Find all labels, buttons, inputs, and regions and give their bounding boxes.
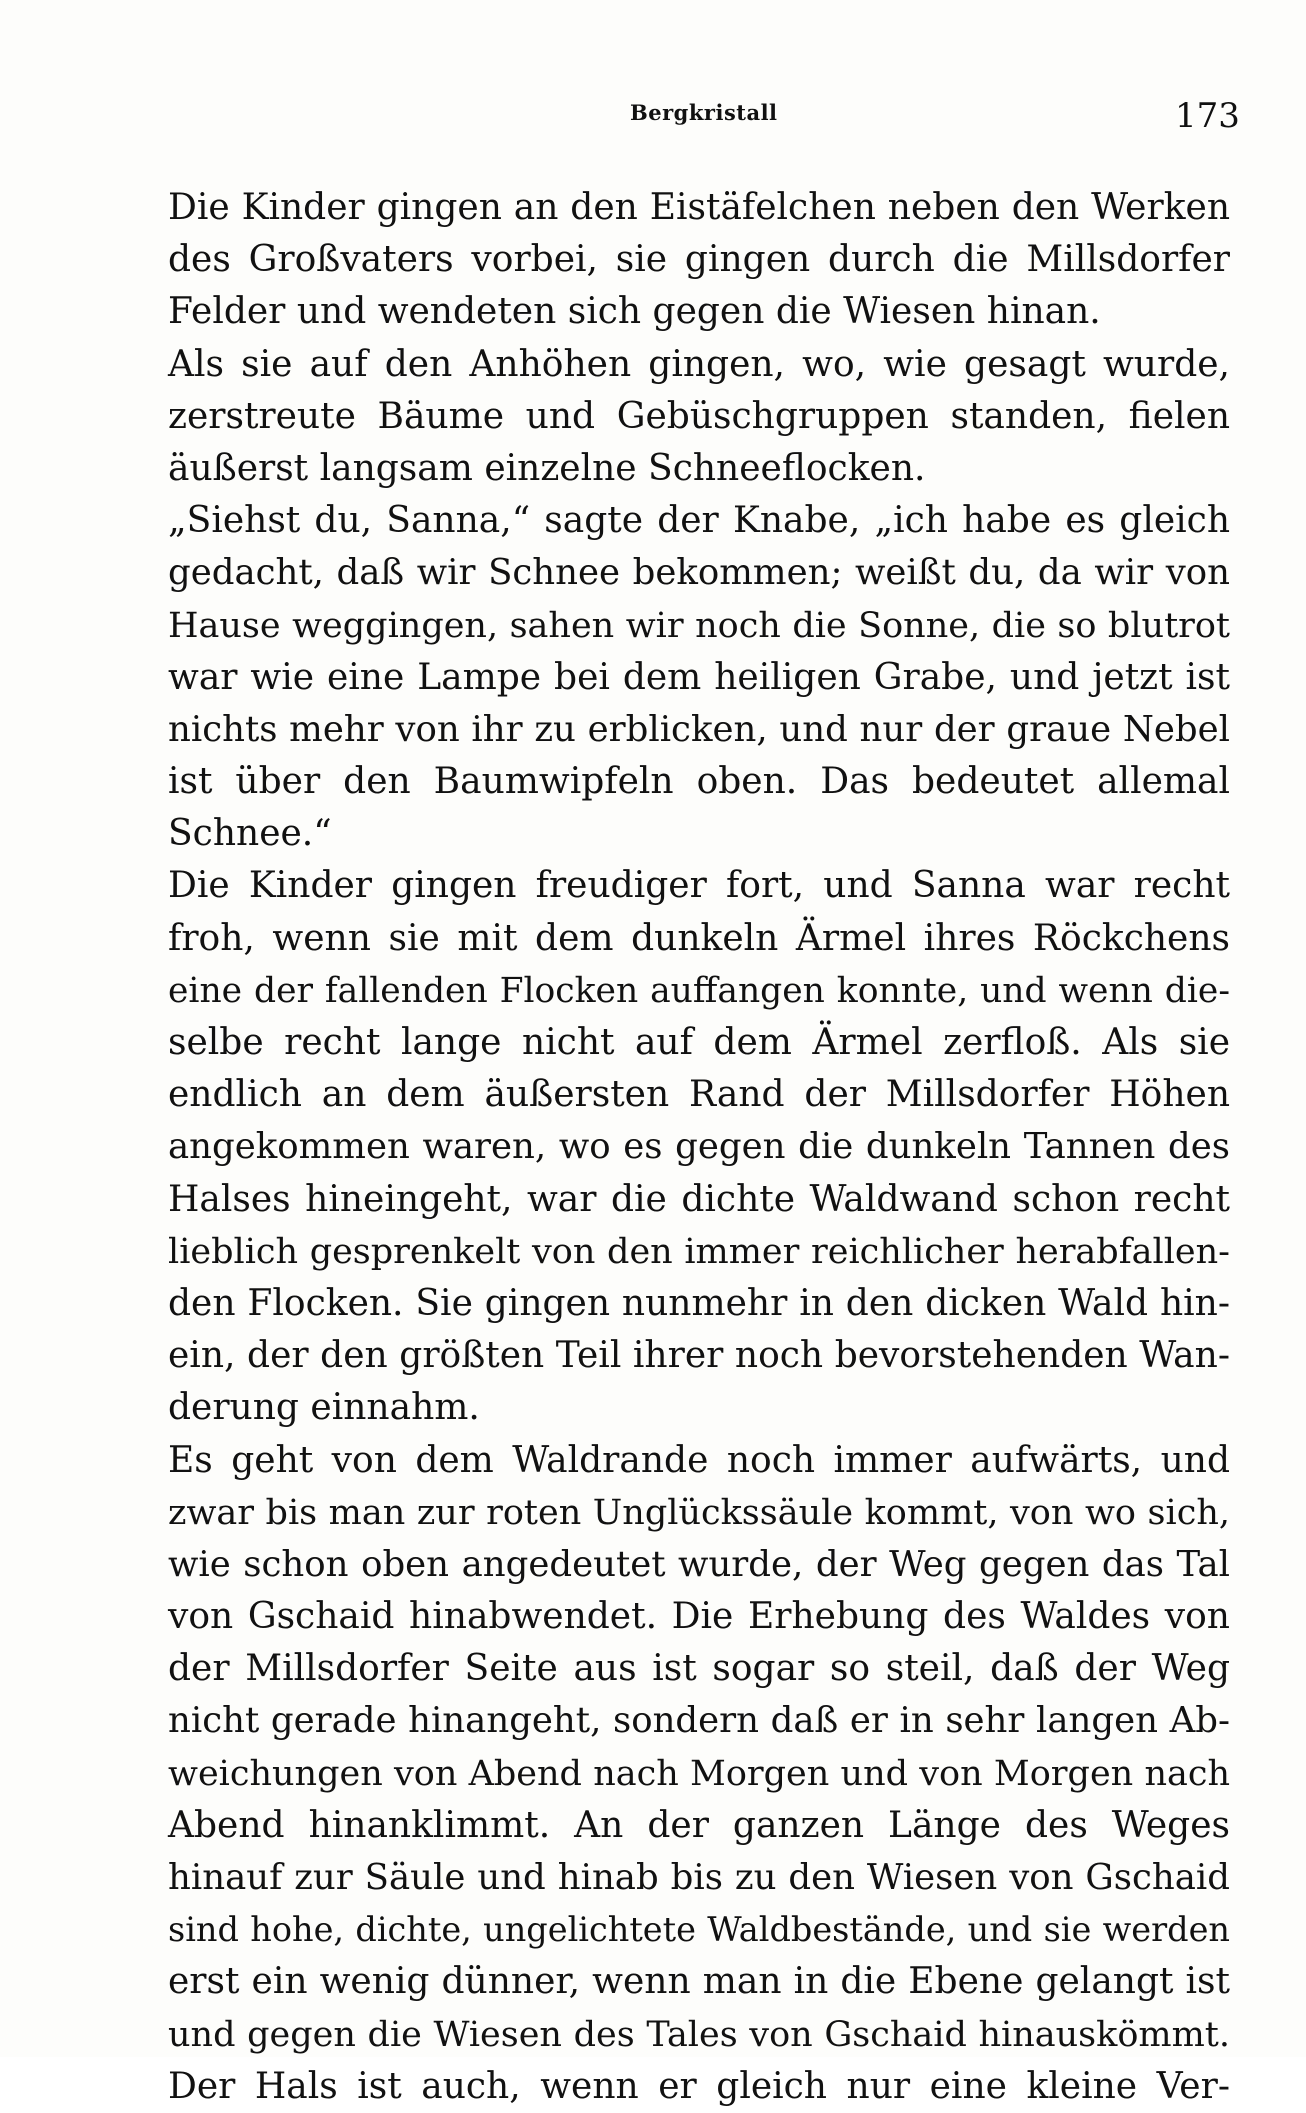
text-line: wie schon oben angedeutet wurde, der Weg gegen das Tal — [168, 1543, 1230, 1585]
text-line: der Millsdorfer Seite aus ist sogar so steil, daß der Weg — [168, 1648, 1230, 1690]
text-line: lieblich gesprenkelt von den immer reichlicher herabfallen- — [168, 1231, 1230, 1272]
text-line: eine der fallenden Flocken auffangen konnte, und wenn die- — [168, 970, 1230, 1011]
text-line: zwar bis man zur roten Unglückssäule kommt, von wo sich, — [168, 1492, 1230, 1533]
text-line: nichts mehr von ihr zu erblicken, und nur der graue Nebel — [168, 708, 1230, 750]
text-line: hinauf zur Säule und hinab bis zu den Wiesen von Gschaid — [168, 1857, 1230, 1898]
text-line: Die Kinder gingen an den Eistäfelchen neben den Werken — [168, 187, 1230, 228]
text-line: des Großvaters vorbei, sie gingen durch die Millsdorfer — [168, 239, 1230, 281]
text-line: sind hohe, dichte, ungelichtete Waldbestände, und sie werden — [168, 1910, 1230, 1950]
text-line: Die Kinder gingen freudiger fort, und Sanna war recht — [168, 865, 1230, 907]
text-line: Halses hineingeht, war die dichte Waldwand schon recht — [168, 1178, 1230, 1220]
text-line: nicht gerade hinangeht, sondern daß er in sehr langen Ab- — [168, 1700, 1230, 1742]
text-line: „Siehst du, Sanna,“ sagte der Knabe, „ich habe es gleich — [168, 500, 1230, 542]
text-line: erst ein wenig dünner, wenn man in die Ebene gelangt ist — [168, 1961, 1230, 2003]
text-line: angekommen waren, wo es gegen die dunkeln Tannen des — [168, 1126, 1230, 1168]
page-number: 173 — [1175, 96, 1240, 136]
running-head — [0, 96, 1306, 140]
text-line: Der Hals ist auch, wenn er gleich nur eine kleine Ver- — [168, 2065, 1230, 2107]
running-title: Bergkristall — [630, 100, 778, 125]
text-line: Hause weggingen, sahen wir noch die Sonne, die so blutrot — [168, 605, 1230, 646]
text-line: gedacht, daß wir Schnee bekommen; weißt du, da wir von — [168, 552, 1230, 594]
text-line: von Gschaid hinabwendet. Die Erhebung des Waldes von — [168, 1596, 1230, 1638]
text-line: selbe recht lange nicht auf dem Ärmel zerfloß. Als sie — [168, 1022, 1230, 1063]
text-line: äußerst langsam einzelne Schneeflocken. — [168, 447, 926, 489]
text-line: den Flocken. Sie gingen nunmehr in den dicken Wald hin- — [168, 1282, 1230, 1324]
text-line: war wie eine Lampe bei dem heiligen Grabe, und jetzt ist — [168, 656, 1230, 698]
text-line: endlich an dem äußersten Rand der Millsdorfer Höhen — [168, 1074, 1230, 1116]
text-line: Abend hinanklimmt. An der ganzen Länge des Weges — [168, 1804, 1230, 1846]
text-line: Es geht von dem Waldrande noch immer aufwärts, und — [168, 1439, 1230, 1481]
text-line: Schnee.“ — [168, 813, 332, 855]
text-line: froh, wenn sie mit dem dunkeln Ärmel ihres Röckchens — [168, 917, 1230, 959]
text-line: ein, der den größten Teil ihrer noch bevorstehenden Wan- — [168, 1335, 1230, 1377]
text-line: Felder und wendeten sich gegen die Wiesen hinan. — [168, 291, 1101, 333]
text-line: derung einnahm. — [168, 1387, 480, 1429]
text-line: und gegen die Wiesen des Tales von Gschaid hinauskömmt. — [168, 2014, 1230, 2055]
body-text — [168, 182, 1230, 2113]
text-line: ist über den Baumwipfeln oben. Das bedeutet allemal — [168, 761, 1230, 803]
text-line: Als sie auf den Anhöhen gingen, wo, wie gesagt wurde, — [168, 343, 1230, 385]
text-line: weichungen von Abend nach Morgen und von Morgen nach — [168, 1753, 1230, 1794]
text-line: zerstreute Bäume und Gebüschgruppen standen, fielen — [168, 395, 1230, 437]
